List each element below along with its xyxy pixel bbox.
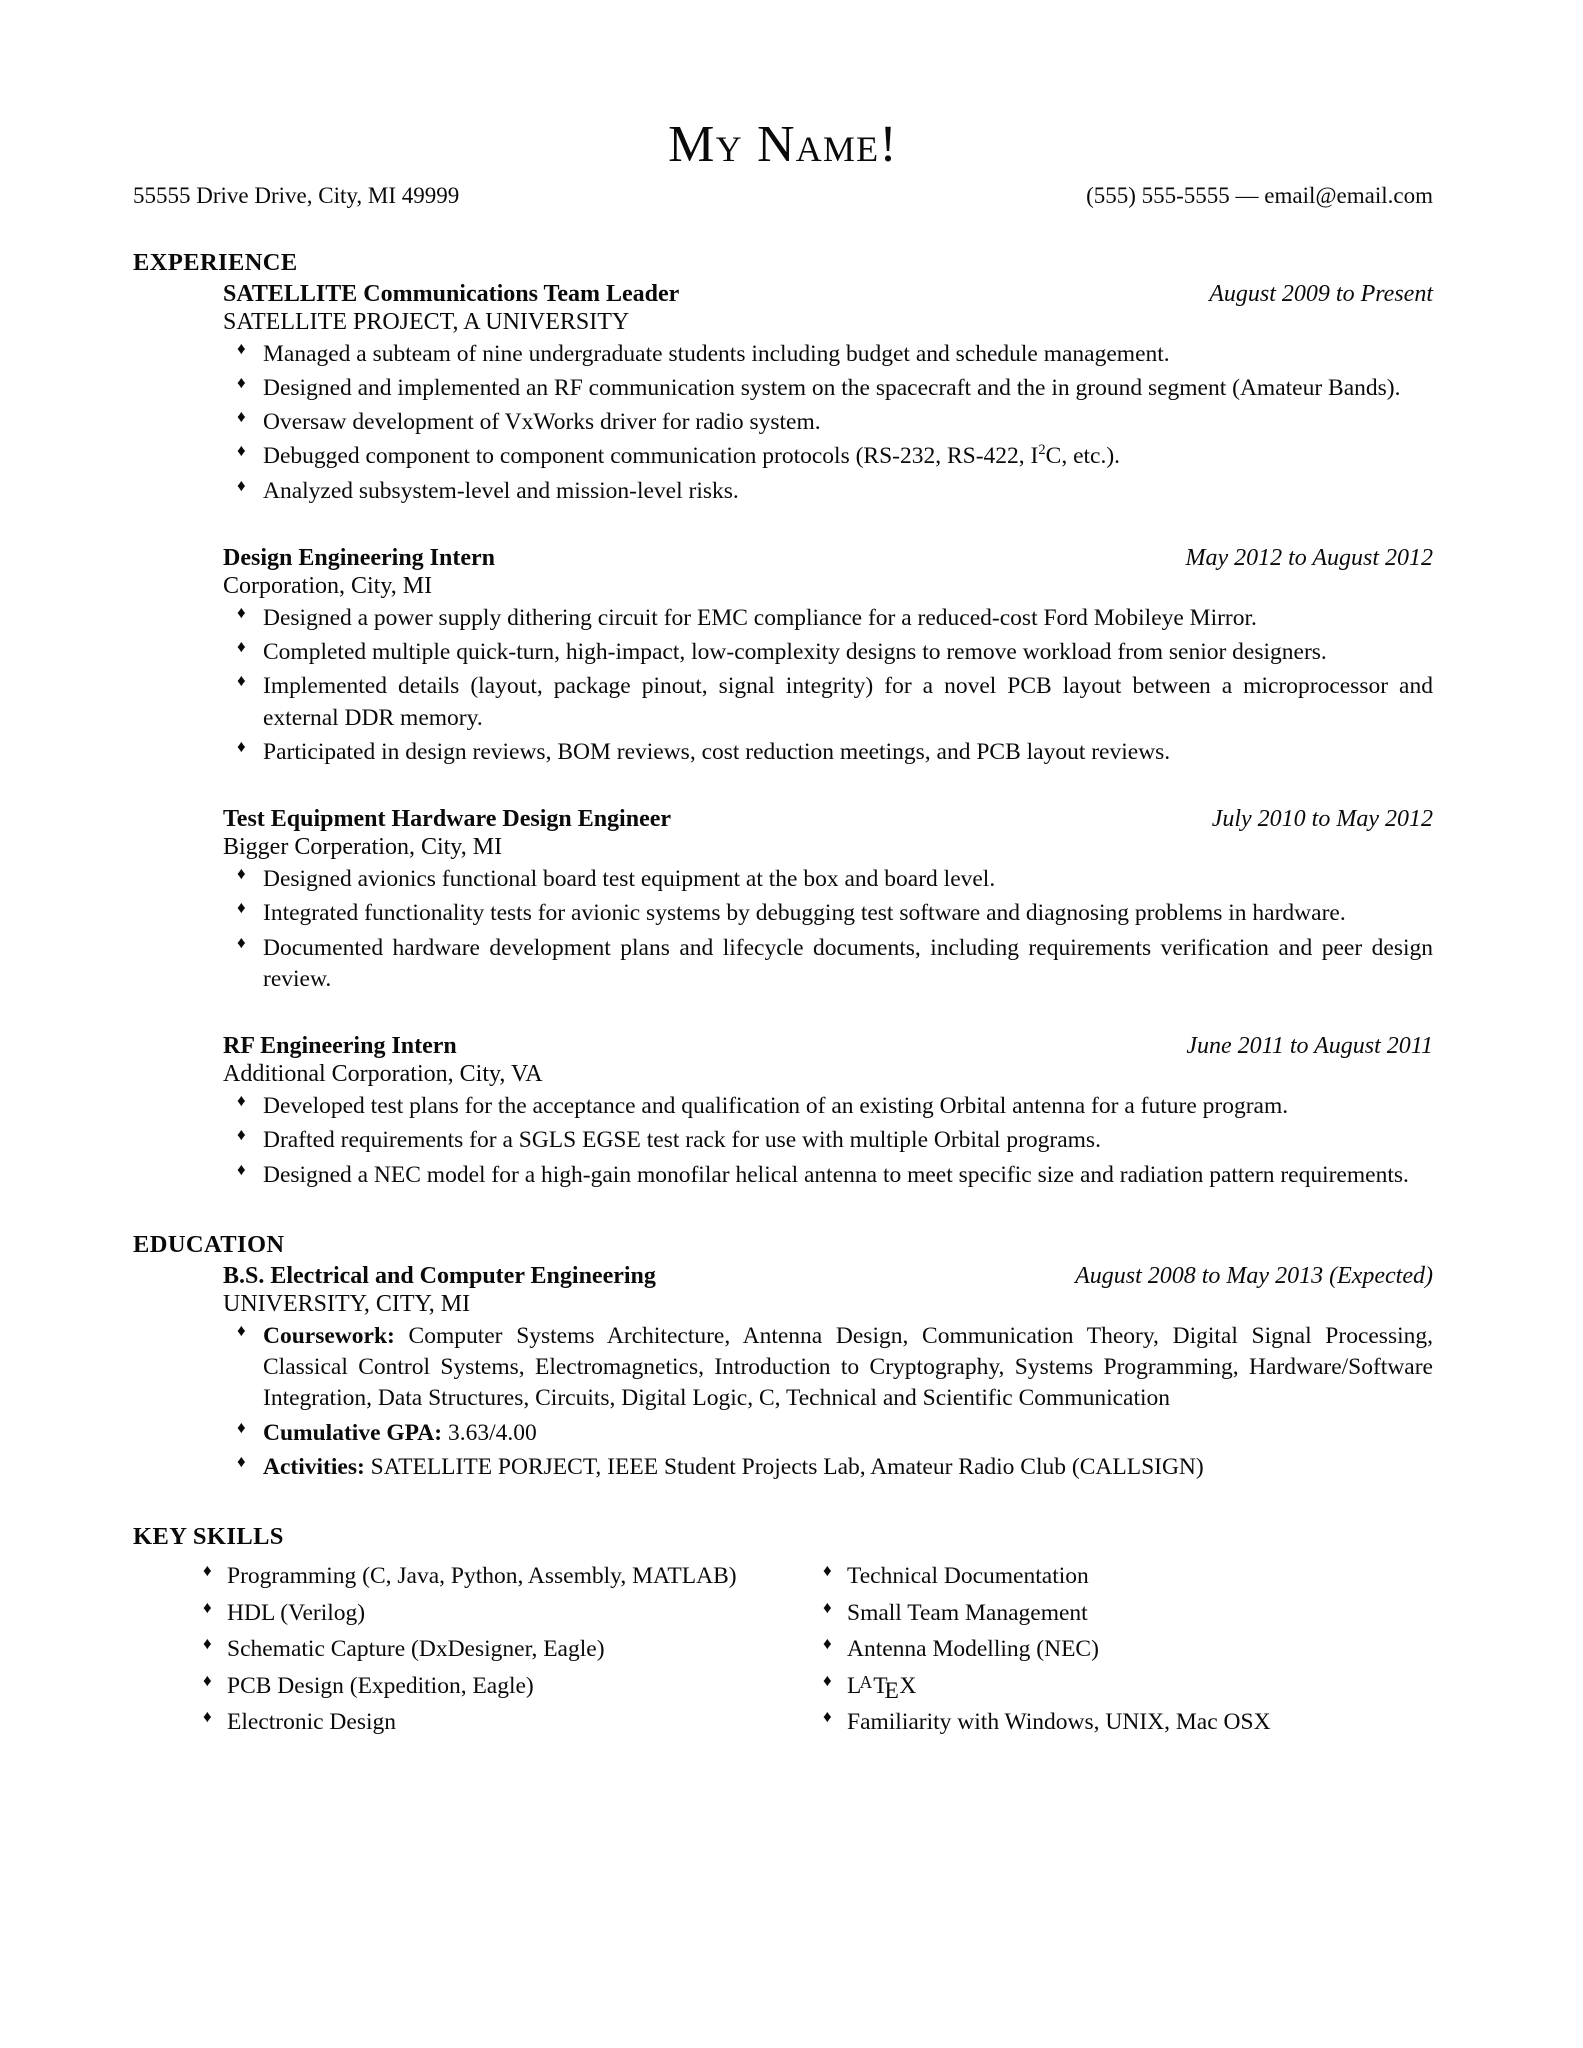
job-organization: SATELLITE PROJECT, A UNIVERSITY — [223, 308, 630, 335]
list-item: ♦ Technical Documentation — [813, 1561, 1433, 1592]
skills-column-left — [193, 1555, 813, 1738]
list-item: ♦ Schematic Capture (DxDesigner, Eagle) — [193, 1634, 789, 1665]
skills-list-left — [193, 1561, 789, 1738]
entry-header — [223, 281, 1433, 308]
list-item: ♦ Participated in design reviews, BOM reviews, cost reduction meetings, and PCB layout reviews. — [223, 737, 1433, 768]
list-item: ♦ Debugged component to component communication protocols (RS-232, RS-422, $I^2C$, etc.). — [223, 441, 1433, 472]
activities-label: Activities: — [263, 1453, 365, 1480]
list-item: ♦ Completed multiple quick-turn, high-impact, low-complexity designs to remove workload from senior designers. — [223, 637, 1433, 668]
job-bullet-list — [223, 339, 1433, 507]
job-title: Test Equipment Hardware Design Engineer — [223, 806, 672, 833]
list-item: ♦ Small Team Management — [813, 1598, 1433, 1629]
list-item: ♦ Implemented details (layout, package pinout, signal integrity) for a novel PCB layout between a microprocessor and external DDR memory. — [223, 671, 1433, 734]
list-item: ♦ Managed a subteam of nine undergraduate students including budget and schedule management. — [223, 339, 1433, 370]
contact-row — [133, 183, 1433, 209]
education-bullet-list — [223, 1321, 1433, 1483]
address-text: 55555 Drive Drive, City, MI 49999 — [133, 182, 460, 208]
list-item: ♦ Designed and implemented an RF communication system on the spacecraft and the in ground segment (Amateur Bands). — [223, 373, 1433, 404]
coursework-label: Coursework: — [263, 1322, 395, 1349]
education-entry — [223, 1263, 1433, 1483]
list-item: ♦ Oversaw development of VxWorks driver for radio system. — [223, 407, 1433, 438]
skills-column-right — [813, 1555, 1433, 1738]
job-date: May 2012 to August 2012 — [1185, 544, 1433, 571]
job-title: RF Engineering Intern — [223, 1033, 457, 1060]
list-item: ♦ Designed a power supply dithering circuit for EMC compliance for a reduced-cost Ford Mobileye Mirror. — [223, 603, 1433, 634]
degree-title: B.S. Electrical and Computer Engineering — [223, 1262, 656, 1289]
list-item: ♦ Designed a NEC model for a high-gain monofilar helical antenna to meet specific size and radiation pattern requirements. — [223, 1160, 1433, 1191]
list-item-activities — [223, 1452, 1433, 1483]
page-title: My Name! — [668, 116, 898, 173]
job-organization: Corporation, City, MI — [223, 572, 433, 599]
experience-entry — [223, 281, 1433, 507]
degree-date: August 2008 to May 2013 (Expected) — [1075, 1262, 1433, 1289]
entry-header — [223, 545, 1433, 572]
superscript-two: 2 — [1038, 442, 1046, 459]
latex-wordmark: $L^ATEX$ — [847, 1672, 917, 1704]
experience-entry — [223, 806, 1433, 995]
experience-entry — [223, 1033, 1433, 1191]
section-heading-experience: EXPERIENCE — [133, 248, 298, 276]
list-item: ♦ Documented hardware development plans and lifecycle documents, including requirements verification and peer design review. — [223, 933, 1433, 996]
list-item: ♦ Programming (C, Java, Python, Assembly, MATLAB) — [193, 1561, 789, 1592]
gpa-label: Cumulative GPA: — [263, 1419, 443, 1446]
education-entries — [223, 1263, 1433, 1483]
list-item: ♦ Familiarity with Windows, UNIX, Mac OSX — [813, 1707, 1433, 1738]
experience-entry — [223, 545, 1433, 768]
school-name: UNIVERSITY, CITY, MI — [223, 1290, 471, 1317]
job-title: SATELLITE Communications Team Leader — [223, 280, 680, 307]
activities-text: SATELLITE PORJECT, IEEE Student Projects Lab, Amateur Radio Club (CALLSIGN) — [364, 1453, 1204, 1480]
section-heading-key-skills: KEY SKILLS — [133, 1523, 284, 1551]
list-item: ♦ Drafted requirements for a SGLS EGSE test rack for use with multiple Orbital programs. — [223, 1125, 1433, 1156]
entry-header — [223, 1033, 1433, 1060]
job-bullet-list — [223, 603, 1433, 768]
coursework-text: Computer Systems Architecture, Antenna Design, Communication Theory, Digital Signal Processing, Classical Control Systems, Electromagnetics, Introduction to Cryptography, Systems Programming, Hardware/Software Integration, Data Structures, Circuits, Digital Logic, C, Technical and Scientific Communication — [263, 1322, 1433, 1412]
list-item-coursework — [223, 1321, 1433, 1415]
entry-header — [223, 1263, 1433, 1290]
job-date: June 2011 to August 2011 — [1186, 1033, 1433, 1060]
skills-list-right — [813, 1561, 1433, 1738]
list-item: ♦ Electronic Design — [193, 1707, 789, 1738]
section-heading-education: EDUCATION — [133, 1230, 285, 1258]
job-title: Design Engineering Intern — [223, 544, 496, 571]
list-item: ♦ PCB Design (Expedition, Eagle) — [193, 1671, 789, 1702]
list-item: ♦ Analyzed subsystem-level and mission-level risks. — [223, 476, 1433, 507]
experience-entries — [223, 281, 1433, 1191]
skills-columns — [193, 1555, 1433, 1738]
list-item: ♦ Antenna Modelling (NEC) — [813, 1634, 1433, 1665]
list-item-gpa — [223, 1418, 1433, 1449]
job-bullet-list — [223, 1091, 1433, 1191]
job-date: July 2010 to May 2012 — [1211, 806, 1433, 833]
gpa-value: 3.63/4.00 — [442, 1419, 537, 1446]
job-bullet-list — [223, 864, 1433, 995]
job-date: August 2009 to Present — [1209, 280, 1433, 307]
phone-email-text: (555) 555-5555 — email@email.com — [1086, 182, 1433, 208]
job-organization: Bigger Corperation, City, MI — [223, 834, 503, 861]
list-item: ♦ Designed avionics functional board test equipment at the box and board level. — [223, 864, 1433, 895]
list-item: ♦ HDL (Verilog) — [193, 1598, 789, 1629]
entry-header — [223, 806, 1433, 833]
list-item-latex — [813, 1671, 1433, 1702]
section-education — [133, 1231, 1433, 1483]
list-item: ♦ Developed test plans for the acceptance and qualification of an existing Orbital antenna for a future program. — [223, 1091, 1433, 1122]
section-experience — [133, 249, 1433, 1191]
job-organization: Additional Corporation, City, VA — [223, 1061, 543, 1088]
section-key-skills — [133, 1523, 1433, 1738]
list-item: ♦ Integrated functionality tests for avionic systems by debugging test software and diagnosing problems in hardware. — [223, 898, 1433, 929]
